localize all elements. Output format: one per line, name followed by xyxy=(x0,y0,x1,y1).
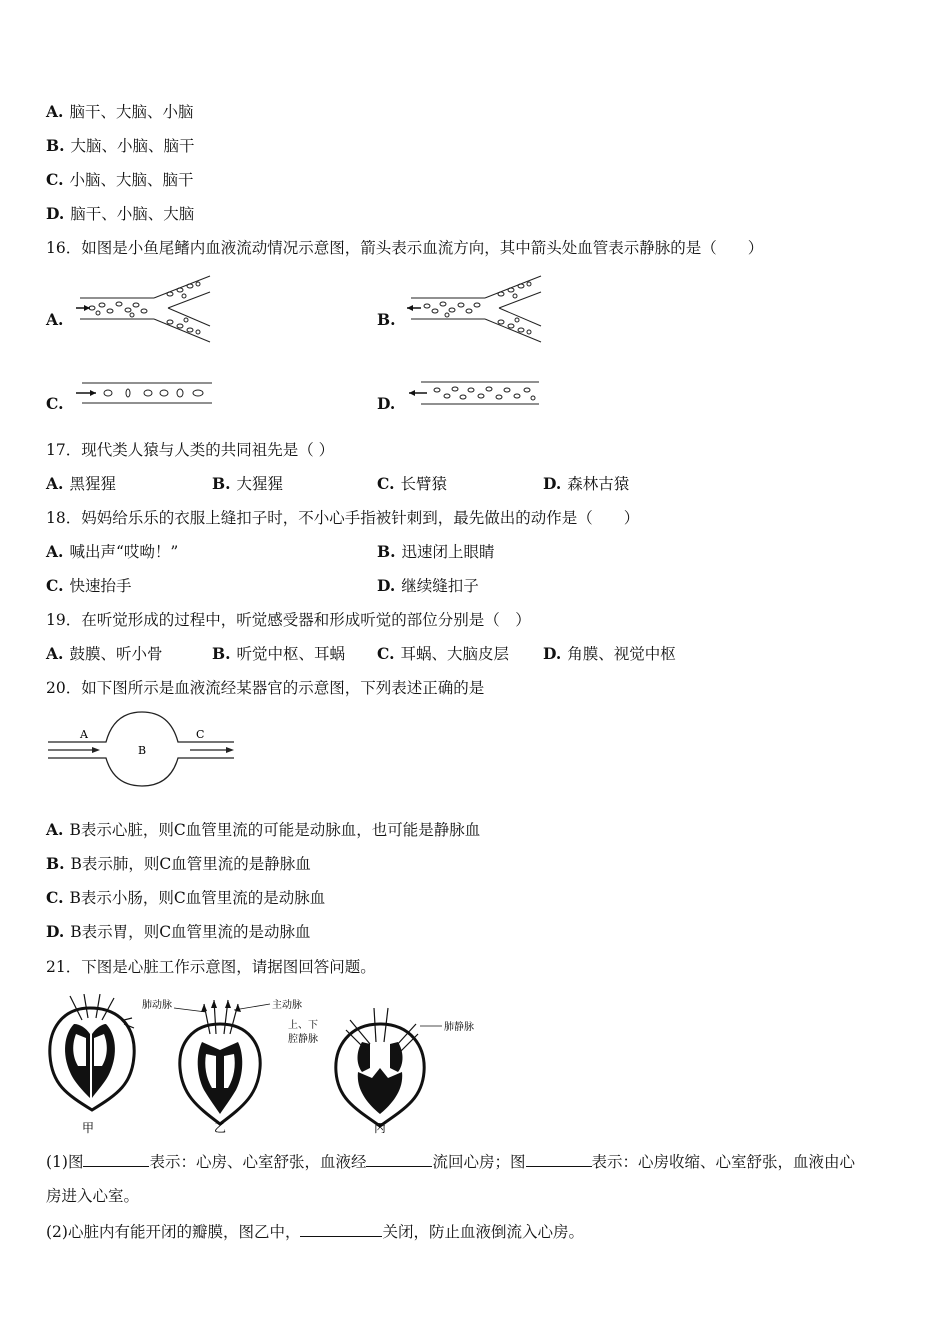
q16-label-c: C. xyxy=(46,394,64,413)
q20-label-c: C xyxy=(196,728,205,741)
q21-sub2: (2)心脏内有能开闭的瓣膜，图乙中， 关闭，防止血液倒流入心房。 xyxy=(46,1220,584,1242)
heart-bing-icon xyxy=(336,1008,442,1126)
q20-option-b: B. B表示肺，则C血管里流的是静脉血 xyxy=(46,854,311,873)
q21-label-pulmonary-vein: 肺静脉 xyxy=(444,1022,474,1033)
q21-stem: 21．下图是心脏工作示意图，请据图回答问题。 xyxy=(46,958,376,976)
answer-blank[interactable] xyxy=(366,1150,432,1167)
q21-label-vena-cava-1: 上、下 xyxy=(288,1020,318,1031)
q19-option-d: D. 角膜、视觉中枢 xyxy=(543,644,676,663)
q18-option-a: A. 喊出声“哎呦！” xyxy=(46,542,179,561)
q21-label-yi: 乙 xyxy=(214,1121,227,1135)
q17-option-b: B. 大猩猩 xyxy=(212,474,284,493)
q16-figure-a xyxy=(72,272,217,344)
q19-stem: 19．在听觉形成的过程中，听觉感受器和形成听觉的部位分别是（ ） xyxy=(46,611,531,629)
q16-figure-d xyxy=(403,378,548,408)
q17-stem: 17．现代类人猿与人类的共同祖先是（ ） xyxy=(46,441,335,459)
q21-label-jia: 甲 xyxy=(82,1121,95,1135)
q18-option-c: C. 快速抬手 xyxy=(46,576,132,595)
q17-option-c: C. 长臂猿 xyxy=(377,474,447,493)
q16-figure-b xyxy=(403,272,548,344)
q21-sub1-line2: 房进入心室。 xyxy=(46,1187,140,1205)
q20-stem: 20．如下图所示是血液流经某器官的示意图，下列表述正确的是 xyxy=(46,679,485,697)
answer-blank[interactable] xyxy=(83,1150,149,1167)
q16-label-b: B. xyxy=(377,310,396,329)
q18-stem: 18．妈妈给乐乐的衣服上缝扣子时，不小心手指被针刺到，最先做出的动作是（ ） xyxy=(46,509,640,527)
q15-option-a: A. 脑干、大脑、小脑 xyxy=(46,102,194,121)
heart-yi-icon xyxy=(174,1000,270,1124)
q16-figure-c xyxy=(72,378,217,408)
q16-stem: 16．如图是小鱼尾鳍内血液流动情况示意图，箭头表示血流方向，其中箭头处血管表示静脉的是（ ） xyxy=(46,239,764,257)
q21-label-vena-cava-2: 腔静脉 xyxy=(288,1034,318,1045)
answer-blank[interactable] xyxy=(526,1150,592,1167)
q17-option-d: D. 森林古猿 xyxy=(543,474,630,493)
q20-organ-flow-diagram xyxy=(44,708,239,788)
q18-option-d: D. 继续缝扣子 xyxy=(377,576,479,595)
q16-label-a: A. xyxy=(46,310,64,329)
q20-label-b: B xyxy=(138,744,147,757)
q15-option-c: C. 小脑、大脑、脑干 xyxy=(46,170,194,189)
q19-option-b: B. 听觉中枢、耳蜗 xyxy=(212,644,346,663)
heart-jia-icon xyxy=(50,994,134,1110)
q19-option-a: A. 鼓膜、听小骨 xyxy=(46,644,163,663)
q20-option-c: C. B表示小肠，则C血管里流的是动脉血 xyxy=(46,888,326,907)
q21-heart-figure xyxy=(44,994,484,1136)
q21-label-aorta: 主动脉 xyxy=(272,1000,302,1011)
answer-blank[interactable] xyxy=(300,1220,382,1237)
q15-option-d: D. 脑干、小脑、大脑 xyxy=(46,204,195,223)
q19-option-c: C. 耳蜗、大脑皮层 xyxy=(377,644,509,663)
q17-option-a: A. 黑猩猩 xyxy=(46,474,116,493)
q15-option-b: B. 大脑、小脑、脑干 xyxy=(46,136,195,155)
q21-label-bing: 丙 xyxy=(374,1121,387,1135)
q20-option-a: A. B表示心脏，则C血管里流的可能是动脉血，也可能是静脉血 xyxy=(46,820,481,839)
q20-option-d: D. B表示胃，则C血管里流的是动脉血 xyxy=(46,922,311,941)
q21-label-pulmonary-artery: 肺动脉 xyxy=(142,1000,172,1011)
q16-label-d: D. xyxy=(377,394,396,413)
q20-label-a: A xyxy=(80,728,88,741)
q21-sub1-line1: (1)图 表示：心房、心室舒张，血液经 流回心房；图 表示：心房收缩、心室舒张，血液由心 xyxy=(46,1150,855,1172)
q18-option-b: B. 迅速闭上眼睛 xyxy=(377,542,495,561)
